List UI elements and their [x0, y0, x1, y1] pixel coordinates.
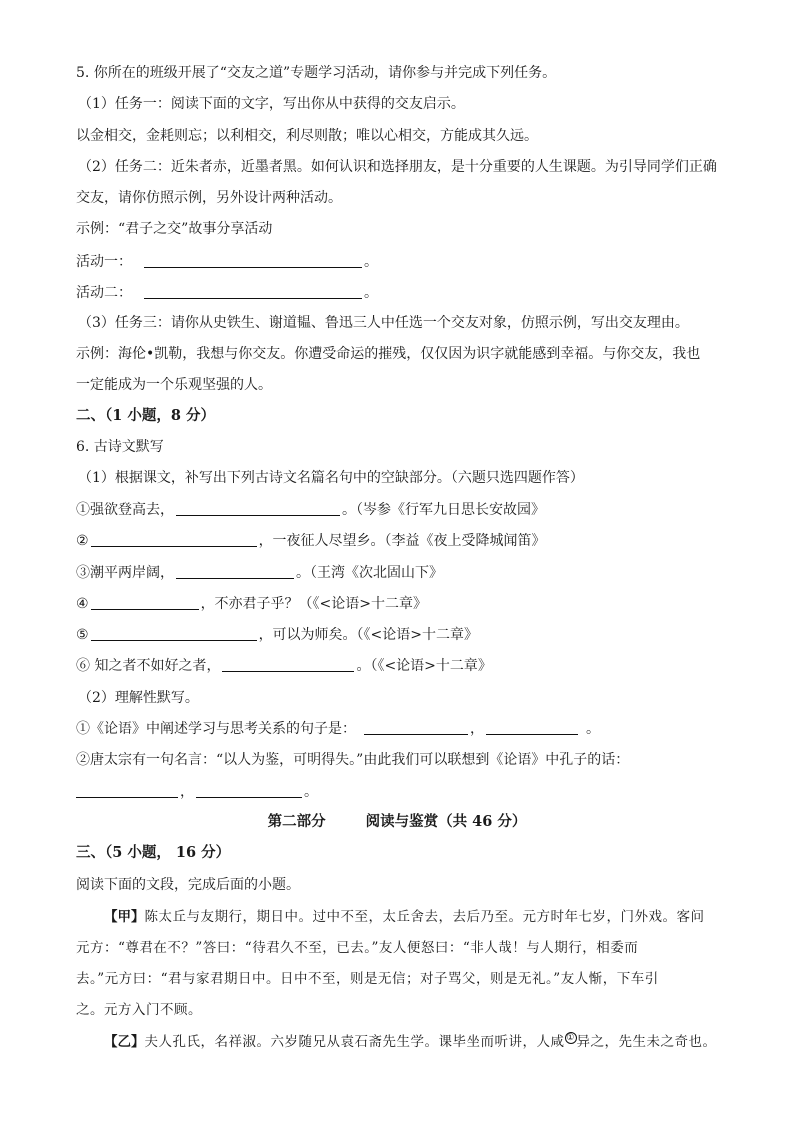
q5-task1: （1）任务一：阅读下面的文字，写出你从中获得的交友启示。 [78, 96, 465, 112]
understanding-line-3: ， 。 [76, 782, 726, 802]
q6-sub1: （1）根据课文，补写出下列古诗文名篇名句中的空缺部分。（六题只选四题作答） [78, 470, 584, 486]
activity2-blank[interactable] [144, 284, 362, 299]
understanding-blank-1a[interactable] [364, 720, 468, 735]
poem-blank-2[interactable] [91, 532, 257, 547]
activity1-label: 活动一： [76, 254, 132, 270]
poem-line-2: ② ，一夜征人尽望乡。（李益《夜上受降城闻笛》 [76, 533, 546, 549]
jia-line-4: 之。元方入门不顾。 [76, 1002, 202, 1018]
q5-example1: 示例：“君子之交”故事分享活动 [76, 221, 273, 237]
q5-example2-line2: 一定能成为一个乐观坚强的人。 [76, 377, 272, 393]
q5-activity2: 活动二： 。 [76, 285, 378, 301]
jia-line-2: 元方：“尊君在不？”答曰：“待君久不至，已去。”友人便怒曰：“非人哉！与人期行，相委而 [76, 940, 639, 956]
section2-heading: 二、（1 小题，8 分） [76, 407, 216, 424]
jia-tag: 【甲】 [104, 909, 145, 925]
part2-label: 第二部分 [267, 813, 326, 830]
understanding-blank-2a[interactable] [76, 783, 178, 798]
footnote-marker: ① [566, 1033, 575, 1043]
part2-heading [0, 812, 794, 832]
jia-line-3: 去。”元方曰：“君与家君期日中。日中不至，则是无信；对子骂父，则是无礼。”友人惭，下车引 [76, 971, 659, 987]
q5-activity1: 活动一： 。 [76, 254, 378, 270]
yi-tag: 【乙】 [104, 1034, 145, 1050]
poem-blank-5[interactable] [91, 626, 257, 641]
q5-task3: （3）任务三：请你从史铁生、谢道韫、鲁迅三人中任选一个交友对象，仿照示例，写出交友理由。 [78, 315, 689, 331]
poem-line-6: ⑥ 知之者不如好之者， 。（《<论语>十二章》 [76, 658, 492, 674]
poem-blank-1[interactable] [176, 501, 340, 516]
poem-line-4: ④ ，不亦君子乎？（《<论语>十二章》 [76, 596, 428, 612]
q5-task2-line1: （2）任务二：近朱者赤，近墨者黑。如何认识和选择朋友，是十分重要的人生课题。为引导同学们正确 [78, 159, 717, 175]
section3-instruction: 阅读下面的文段，完成后面的小题。 [76, 877, 300, 893]
part2-title: 阅读与鉴赏（共 46 分） [365, 813, 527, 830]
q5-task1-text: 以金相交，金耗则忘；以利相交，利尽则散；唯以心相交，方能成其久远。 [76, 128, 538, 144]
poem-blank-3[interactable] [176, 564, 294, 579]
yi-line-1: 【乙】夫人孔氏，名祥淑。六岁随兄从袁石斋先生学。课毕坐而听讲，人咸 ① 异之，先生未之奇也。 [104, 1033, 717, 1050]
poem-line-5: ⑤ ，可以为师矣。（《<论语>十二章》 [76, 627, 479, 643]
section3-heading: 三、（5 小题， 16 分） [76, 844, 231, 861]
poem-blank-6[interactable] [222, 657, 354, 672]
activity2-label: 活动二： [76, 285, 132, 301]
poem-line-3: ③潮平两岸阔， 。（王湾《次北固山下》 [76, 565, 443, 581]
activity1-blank[interactable] [144, 253, 362, 268]
poem-blank-4[interactable] [91, 595, 199, 610]
q5-example2-line1: 示例：海伦•凯勒，我想与你交友。你遭受命运的摧残，仅仅因为识字就能感到幸福。与你交友，我也 [76, 346, 701, 362]
q6-sub2: （2）理解性默写。 [78, 690, 199, 706]
q6-title: 6. 古诗文默写 [76, 439, 164, 455]
understanding-line-1: ①《论语》中阐述学习与思考关系的句子是： ， 。 [76, 721, 600, 737]
understanding-blank-1b[interactable] [486, 720, 578, 735]
poem-line-1: ①强欲登高去， 。（岑参《行军九日思长安故园》 [76, 502, 545, 518]
understanding-blank-2b[interactable] [196, 783, 302, 798]
understanding-line-2: ②唐太宗有一句名言：“以人为鉴，可明得失。”由此我们可以联想到《论语》中孔子的话： [76, 752, 630, 768]
jia-line-1: 【甲】陈太丘与友期行，期日中。过中不至，太丘舍去，去后乃至。元方时年七岁，门外戏。客问 [104, 909, 705, 925]
q5-task2-line2: 交友，请你仿照示例，另外设计两种活动。 [76, 190, 342, 206]
q5-intro: 5. 你所在的班级开展了“交友之道”专题学习活动，请你参与并完成下列任务。 [76, 65, 557, 81]
